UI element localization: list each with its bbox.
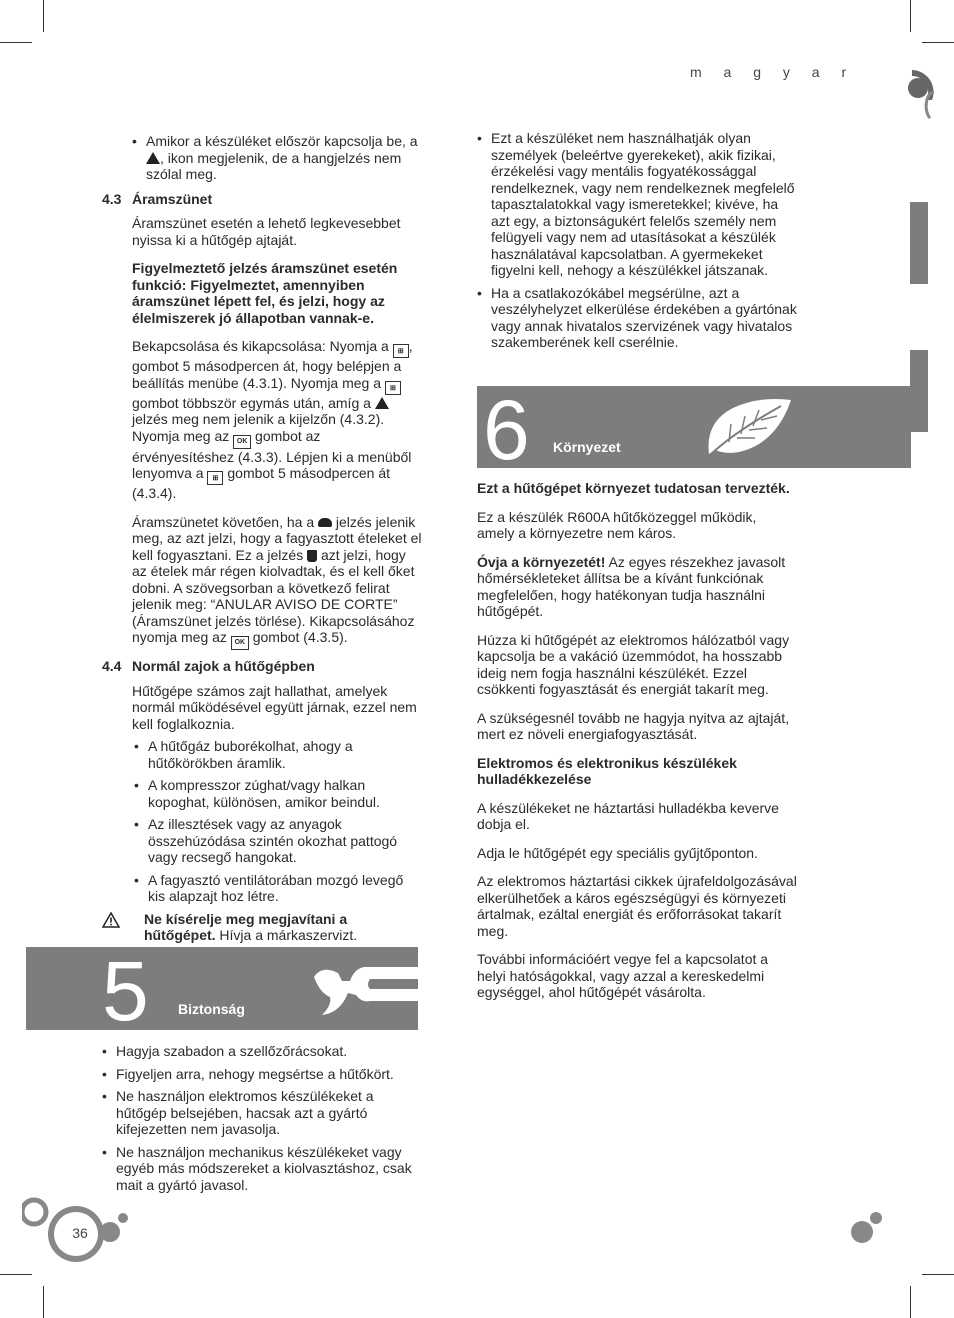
section-number: 5 — [102, 944, 149, 1038]
crop-mark — [910, 1286, 911, 1318]
paragraph: Bekapcsolása és kikapcsolása: Nyomja a ⊞ , gombot 5 másodpercen át, hogy belépjen a beállítás menübe (4.3.1). Nyomja meg a ⊞ gombot többször egymás után, amíg a jelzés meg nem jelenik a kijelzőn (4.3.2). Nyomja meg az OK gombot az érvényesítéshez (4.3.3). Lépjen ki a menüből lenyomva a ⊞ gombot 5 másodpercen át (4.3.4). — [132, 338, 413, 501]
list-item: • Ne használjon mechanikus készülékeket vagy egyéb más módszereket a kiolvasztáshoz, csak mait a gyártó javasol. — [102, 1144, 422, 1194]
section-subtitle: Elektromos és elektronikus készülékek hulladékkezelése — [477, 754, 737, 787]
list-item: • Ha a csatlakozókábel megsérülne, azt a veszélyhelyzet elkerülése érdekében a gyártónak vagy annak hivatalos szervizének vagy hivatalos szakemberének kell cserélnie. — [477, 285, 797, 351]
section-banner-6 — [477, 383, 911, 477]
page-number: 36 — [72, 1225, 88, 1241]
list-item: • A kompresszor zúghat/vagy halkan kopoghat, különösen, amikor beindul. — [134, 777, 422, 810]
paragraph: Áramszünetet követően, ha a jelzés jelenik meg, az azt jelzi, hogy a fagyasztott ételeket el kell fogyasztani. Ez a jelzés azt jelzi, hogy az ételek már régen kiolvadtak, és el kell őket dobni. A szövegsorban a következő felirat jelenik meg: “ANULAR AVISO DE CORTE” (Áramszünet jelzés törlése). Kikapcsolásához nyomja meg az OK gombot (4.3.5). — [132, 514, 422, 651]
crop-mark — [922, 1274, 954, 1275]
leaf-icon — [701, 394, 795, 460]
menu-button-icon: ⊞ — [393, 344, 409, 358]
intro-bullet: • Amikor a készüléket először kapcsolja be, a , ikon megjelenik, de a hangjelzés nem szólal meg. — [132, 133, 422, 183]
section-title: Környezet — [553, 439, 621, 455]
section-number: 6 — [483, 383, 530, 477]
paragraph: Húzza ki hűtőgépét az elektromos hálózatból vagy kapcsolja be a vakáció üzemmódot, ha hosszabb ideig nem fogja használni készülékét. Ezzel csökkenti fogyasztását és energiát takarít meg. — [477, 631, 790, 697]
page-decoration-icon — [848, 1208, 888, 1246]
paragraph: A készülékeket ne háztartási hulladékba keverve dobja el. — [477, 799, 779, 832]
menu-button-icon: ⊞ — [385, 381, 401, 395]
paragraph: Hűtőgépe számos zajt hallathat, amelyek normál működésével együtt járnak, ezzel nem kell foglalkoznia. — [132, 682, 417, 732]
environment-section — [477, 480, 797, 1013]
right-column — [477, 130, 797, 357]
menu-button-icon: ⊞ — [207, 471, 223, 485]
warning-triangle-icon — [375, 397, 389, 409]
list-item: • A hűtőgáz buborékolhat, ahogy a hűtőkörökben áramlik. — [134, 738, 422, 771]
section-subtitle: Ezt a hűtőgépet környezet tudatosan tervezték. — [477, 480, 790, 496]
paragraph: Óvja a környezetét! Az egyes részekhez javasolt hőmérsékleteket állítsa be a kívánt funkciónak megfelelően, hogy hatékonyan tudja használni hűtőgépét. — [477, 553, 786, 619]
warning-triangle-icon — [102, 912, 120, 928]
crop-mark — [0, 1274, 32, 1275]
side-tab — [910, 202, 928, 284]
side-tab — [910, 350, 928, 432]
left-column — [102, 133, 422, 944]
list-item: • Az illesztések vagy az anyagok összehúzódása szintén okozhat pattogó vagy recsegő hangokat. — [134, 816, 422, 866]
paragraph: Az elektromos háztartási cikkek újrafeldolgozásával elkerülhetőek a káros egészségügyi és környezeti ártalmak, ezáltal energiát és erőforrásokat takarít meg. — [477, 873, 797, 939]
paragraph: Ez a készülék R600A hűtőközeggel működik, amely a környezetre nem káros. — [477, 508, 757, 541]
list-item: • Ezt a készüléket nem használhatják olyan személyek (beleértve gyerekeket), akik fizikai, érzékelési vagy mentális fogyatékossággal rendelkeznek, vagy nem rendelkeznek megfelelő tapasztalatokkal vagy ismeretekkel; kivéve, ha azt egy, a biztonságukért felelős személy nem felügyeli vagy nem ad utasításokat a készülék használatával kapcsolatban. A gyermekeket figyelni kell, nehogy a készülékkel játszanak. — [477, 130, 797, 279]
safety-list — [102, 1043, 422, 1199]
section-title: Biztonság — [178, 1001, 245, 1017]
food-icon — [318, 518, 332, 527]
crop-mark — [0, 42, 32, 43]
paragraph-bold: Figyelmeztető jelzés áramszünet esetén funkció: Figyelmeztet, amennyiben áramszünet lépett fel, és jelzi, hogy az élelmiszerek jó állapotban vannak-e. — [132, 260, 398, 326]
section-heading: 4.3 Áramszünet — [102, 190, 213, 207]
list-item: • A fagyasztó ventilátorában mozgó levegő kis alapzajt hoz létre. — [134, 872, 422, 905]
decorative-circle-icon — [902, 62, 954, 128]
crop-mark — [910, 0, 911, 32]
wrench-icon — [312, 959, 418, 1023]
crop-mark — [922, 42, 954, 43]
paragraph: Áramszünet esetén a lehető legkevesebbet nyissa ki a hűtőgép ajtaját. — [132, 215, 401, 248]
crop-mark — [43, 1286, 44, 1318]
paragraph: Adja le hűtőgépét egy speciális gyűjtőponton. — [477, 844, 758, 861]
paragraph: További információért vegye fel a kapcsolatot a helyi hatóságokkal, vagy azzal a kereskedelmi egységgel, ahol hűtőgépét vásárolta. — [477, 951, 769, 1000]
paragraph: A szükségesnél tovább ne hagyja nyitva az ajtaját, mert ez növeli energiafogyasztását. — [477, 709, 790, 742]
section-banner-5 — [26, 944, 418, 1038]
section-heading: 4.4 Normál zajok a hűtőgépben — [102, 658, 315, 674]
ok-button-icon: OK — [231, 636, 249, 650]
warning-triangle-icon — [146, 152, 160, 164]
list-item: • Ne használjon elektromos készülékeket a hűtőgép belsejében, hacsak azt a gyártó kifejezetten nem javasolja. — [102, 1088, 422, 1138]
list-item: • Hagyja szabadon a szellőzőrácsokat. — [102, 1043, 422, 1060]
ok-button-icon: OK — [233, 435, 251, 449]
crop-mark — [43, 0, 44, 32]
list-item: • Figyeljen arra, nehogy megsértse a hűtőkört. — [102, 1066, 422, 1083]
language-label: m a g y a r — [690, 64, 856, 80]
warning-note: Ne kísérelje meg megjavítani a hűtőgépet. Hívja a márkaszervizt. — [102, 911, 422, 944]
bin-icon — [307, 550, 317, 562]
